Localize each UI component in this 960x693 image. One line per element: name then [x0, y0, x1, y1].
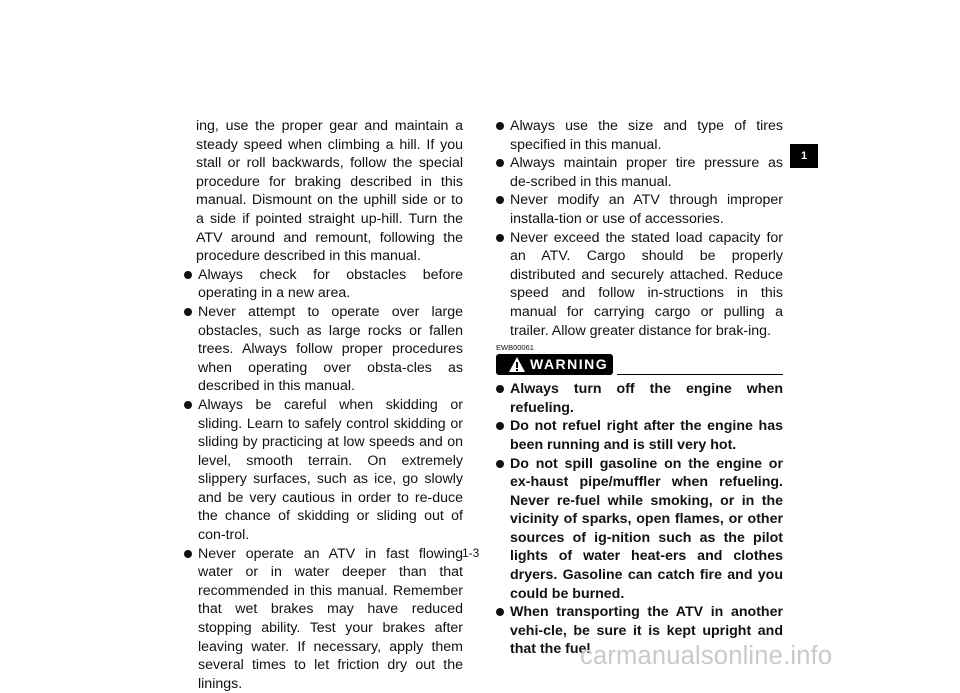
bullet-icon: [496, 422, 504, 430]
list-item-text: Always use the size and type of tires specified in this manual.: [510, 118, 783, 153]
warning-item-text: Always turn off the engine when refueling.: [510, 381, 783, 416]
bullet-icon: [184, 401, 192, 409]
list-item: [184, 545, 463, 693]
list-item: [496, 117, 783, 154]
page-number: 1-3: [462, 546, 480, 560]
bullet-icon: [496, 608, 504, 616]
warning-badge: [496, 354, 613, 375]
list-item: [184, 396, 463, 545]
list-item-text: Never modify an ATV through improper installa-tion or use of accessories.: [510, 192, 783, 227]
bullet-icon: [496, 460, 504, 468]
list-item: [496, 191, 783, 228]
list-item: [184, 266, 463, 303]
warning-header: [496, 354, 783, 376]
list-item-text: Always check for obstacles before operating in a new area.: [198, 266, 463, 302]
bullet-icon: [184, 271, 192, 279]
warning-item: [496, 380, 783, 417]
bullet-icon: [184, 550, 192, 558]
bullet-icon: [496, 234, 504, 242]
section-tab: 1: [790, 144, 818, 168]
warning-code: EWB00061: [496, 343, 534, 353]
warning-triangle-icon: [508, 356, 526, 373]
warning-item: [496, 455, 783, 604]
list-item-text: Never exceed the stated load capacity for an ATV. Cargo should be properly distributed and securely attached. Reduce speed and follow in-structions in this manual for carrying cargo or pulling a trailer. Allow greater distance for brak-ing.: [510, 229, 783, 339]
right-column: [496, 117, 783, 659]
warning-item: [496, 417, 783, 454]
list-item: [184, 303, 463, 396]
list-item-text: Never operate an ATV in fast flowing water or in water deeper than that recommended in this manual. Remember that wet brakes may have reduced stopping ability. Test your brakes after leaving water. If necessary, apply them several times to let friction dry out the linings.: [198, 545, 463, 692]
left-column: [184, 117, 463, 693]
bullet-icon: [496, 196, 504, 204]
warning-item-text: Do not spill gasoline on the engine or ex-haust pipe/muffler when refueling. Never re-fuel while smoking, or in the vicinity of sparks, open flames, or other sources of ig-nition such as the pilot lights of water heat-ers and clothes dryers. Gasoline can catch fire and you could be burned.: [510, 455, 783, 602]
bullet-icon: [496, 385, 504, 393]
list-item-text: Always be careful when skidding or sliding. Learn to safely control skidding or sliding by practicing at low speeds and on level, smooth terrain. On extremely slippery surfaces, such as ice, go slowly and be very cautious in order to re-duce the chance of skidding or sliding out of con-trol.: [198, 396, 463, 544]
bullet-icon: [496, 122, 504, 130]
warning-item-text: When transporting the ATV in another vehi-cle, be sure it is kept upright and that the fuel: [510, 604, 783, 658]
watermark: carmanualsonline.info: [580, 642, 833, 670]
list-item: [496, 154, 783, 191]
warning-label: WARNING: [530, 356, 609, 373]
warning-rule: [617, 374, 783, 375]
list-item-text: Never attempt to operate over large obstacles, such as large rocks or fallen trees. Always follow proper procedures when operating over obsta-cles as described in this manual.: [198, 303, 463, 395]
warning-item-text: Do not refuel right after the engine has been running and is still very hot.: [510, 418, 783, 453]
intro-paragraph: ing, use the proper gear and maintain a steady speed when climbing a hill. If you stall or roll backwards, follow the special procedure for braking described in this manual. Dismount on the uphill side or to a side if pointed straight up-hill. Turn the ATV around and remount, following the procedure described in this manual.: [196, 118, 463, 265]
bullet-icon: [496, 159, 504, 167]
list-item-text: Always maintain proper tire pressure as de-scribed in this manual.: [510, 155, 783, 190]
bullet-icon: [184, 308, 192, 316]
list-item: [496, 229, 783, 341]
